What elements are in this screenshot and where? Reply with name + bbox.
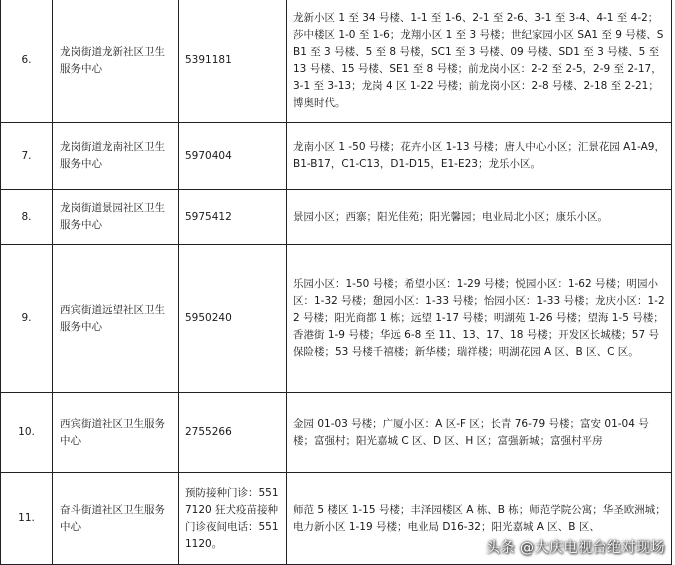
table-row [1, 123, 672, 190]
table-row [1, 245, 672, 393]
center-name: 龙岗街道景园社区卫生服务中心 [53, 190, 179, 245]
row-number: 8. [1, 190, 53, 245]
center-name: 西宾街道社区卫生服务中心 [53, 393, 179, 473]
center-name: 西宾街道远望社区卫生服务中心 [53, 245, 179, 393]
row-number: 10. [1, 393, 53, 473]
row-number: 11. [1, 473, 53, 565]
service-area: 师范 5 楼区 1-15 号楼；丰泽园楼区 A 栋、B 栋；师范学院公寓；华圣欧洲城；电力新小区 1-19 号楼；电业局 D16-32；阳光嘉城 A 区、B 区、 [287, 473, 672, 565]
phone-number: 预防接种门诊：5517120 狂犬疫苗接种门诊夜间电话：5511120。 [179, 473, 287, 565]
center-name: 龙岗街道龙新社区卫生服务中心 [53, 0, 179, 123]
table-row [1, 190, 672, 245]
phone-number: 2755266 [179, 393, 287, 473]
phone-number: 5391181 [179, 0, 287, 123]
row-number: 7. [1, 123, 53, 190]
phone-number: 5970404 [179, 123, 287, 190]
service-area: 龙新小区 1 至 34 号楼、1-1 至 1-6、2-1 至 2-6、3-1 至 3-4、4-1 至 4-2；莎中楼区 1-0 至 1-6；龙翔小区 1 至 3 号楼；世纪家园小区 SA1 至 9 号楼、SB1 至 3 号楼、5 至 8 号楼，SC1 至 3 号楼、09 号楼、SD1 至 3 号楼、5 至 13 号楼、15 号楼、SE1 至 8 号楼；前龙岗小区：2-2 至 2-5，2-9 至 2-17，3-1 至 3-13；龙岗 4 区 1-22 号楼；前龙岗小区：2-8 号楼、2-18 至 2-21；博奥时代。 [287, 0, 672, 123]
row-number: 6. [1, 0, 53, 123]
row-number: 9. [1, 245, 53, 393]
phone-number: 5975412 [179, 190, 287, 245]
center-name: 龙岗街道龙南社区卫生服务中心 [53, 123, 179, 190]
source-watermark: 头条 @大庆电视台绝对现场 [486, 540, 665, 556]
service-area: 乐园小区：1-50 号楼；希望小区：1-29 号楼；悦园小区：1-62 号楼；明园小区：1-32 号楼；憩园小区：1-33 号楼；怡园小区：1-33 号楼；龙庆小区：1-22 号楼；阳光商都 1 栋；远望 1-17 号楼；明湖苑 1-26 号楼；望海 1-5 号楼；香港街 1-9 号楼；华远 6-8 至 11、13、17、18 号楼；开发区长城楼；57 号保险楼；53 号楼千禧楼；新华楼；瑞祥楼；明湖花园 A 区、B 区、C 区。 [287, 245, 672, 393]
service-area: 金园 01-03 号楼；广厦小区：A 区-F 区；长青 76-79 号楼；富安 01-04 号楼；富强村；阳光嘉城 C 区、D 区、H 区；富强新城；富强村平房 [287, 393, 672, 473]
table-row [1, 0, 672, 123]
phone-number: 5950240 [179, 245, 287, 393]
service-area: 龙南小区 1 -50 号楼；花卉小区 1-13 号楼；唐人中心小区；汇景花园 A1-A9，B1-B17，C1-C13，D1-D15，E1-E23；龙乐小区。 [287, 123, 672, 190]
table-row [1, 393, 672, 473]
service-area: 景园小区；西寨；阳光佳苑；阳光馨园；电业局北小区；康乐小区。 [287, 190, 672, 245]
center-name: 奋斗街道社区卫生服务中心 [53, 473, 179, 565]
